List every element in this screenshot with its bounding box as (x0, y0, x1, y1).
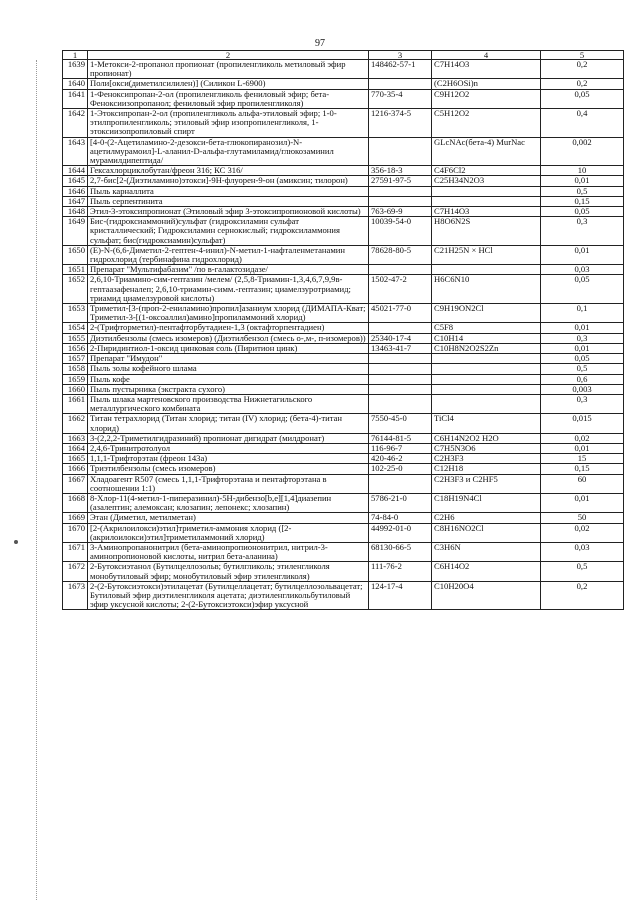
substance-name-cell: 2-Бутоксиэтанол (Бутилцеллозольв; бутилгликоль; этиленгликоля монобутиловый эфир; монобутиловый эфир этиленгликоля) (88, 562, 369, 581)
formula-cell: C12H18 (432, 464, 541, 474)
limit-value-cell: 0,01 (541, 443, 624, 453)
row-number-cell: 1650 (63, 245, 88, 264)
formula-cell: C6H14O2 (432, 562, 541, 581)
formula-cell: C7H14O3 (432, 207, 541, 217)
row-number-cell: 1661 (63, 394, 88, 413)
limit-value-cell: 0,1 (541, 304, 624, 323)
substance-name-cell: 2-(2-Бутоксиэтокси)этилацетат (Бутилцеллацетат; бутилцеллозольвацетат; Бутиловый эфир диэтиленгликоля ацетата; диэтиленгликольбутиловый эфир уксусной кислоты; 2-(2-Бутоксиэтокси)эфир уксусной (88, 581, 369, 610)
row-number-cell: 1641 (63, 89, 88, 108)
row-number-cell: 1644 (63, 166, 88, 176)
substance-name-cell: 1-Этоксипропан-2-ол (пропиленгликоль альфа-этиловый эфир; 1-0-этилпропиленгликоль; этиловый эфир изопропиленгликоля, 1-этоксиизопропиловый спирт (88, 109, 369, 138)
substance-name-cell: Бис-(гидроксиаммоний)сульфат (гидроксиламин сульфат кристаллический; Гидроксиламин сернокислый; гидроксиламмония сульфат; бис(гидроксиамин)сульфат) (88, 217, 369, 246)
table-row (63, 186, 624, 196)
limit-value-cell: 50 (541, 513, 624, 523)
formula-cell (432, 354, 541, 364)
table-row (63, 89, 624, 108)
table-row (63, 364, 624, 374)
formula-cell: C7H5N3O6 (432, 443, 541, 453)
cas-number-cell: 74-84-0 (369, 513, 432, 523)
row-number-cell: 1643 (63, 137, 88, 166)
substance-name-cell: Поли[окси(диметилсилилен)] (Силикон L-6900) (88, 79, 369, 89)
table-row (63, 245, 624, 264)
formula-cell: TiCl4 (432, 414, 541, 433)
limit-value-cell: 0,15 (541, 196, 624, 206)
cas-number-cell: 1216-374-5 (369, 109, 432, 138)
formula-cell (432, 394, 541, 413)
hygiene-standards-table (62, 50, 624, 610)
table-row (63, 109, 624, 138)
cas-number-cell: 116-96-7 (369, 443, 432, 453)
substance-name-cell: 2-Пиридинтиол-1-оксид цинковая соль (Пиритион цинк) (88, 343, 369, 353)
binding-hole-mark (14, 540, 18, 544)
table-row (63, 265, 624, 275)
substance-name-cell: 3-(2,2,2-Триметилгидразиний) пропионат дигидрат (милдронат) (88, 433, 369, 443)
cas-number-cell: 76144-81-5 (369, 433, 432, 443)
cas-number-cell (369, 265, 432, 275)
limit-value-cell: 0,5 (541, 364, 624, 374)
cas-number-cell: 102-25-0 (369, 464, 432, 474)
table-row (63, 137, 624, 166)
limit-value-cell: 0,5 (541, 186, 624, 196)
limit-value-cell: 15 (541, 454, 624, 464)
row-number-cell: 1653 (63, 304, 88, 323)
table-row (63, 207, 624, 217)
limit-value-cell: 0,05 (541, 89, 624, 108)
row-number-cell: 1646 (63, 186, 88, 196)
cas-number-cell (369, 474, 432, 493)
substance-name-cell: 1-Феноксипропан-2-ол (пропиленгликоль фениловый эфир; бета-Феноксиизопропанол; фениловый эфир пропиленгликоля) (88, 89, 369, 108)
limit-value-cell: 0,5 (541, 562, 624, 581)
table-row (63, 513, 624, 523)
table-row (63, 275, 624, 304)
table-row (63, 354, 624, 364)
table-row (63, 542, 624, 561)
cas-number-cell: 25340-17-4 (369, 333, 432, 343)
formula-cell: H6C6N10 (432, 275, 541, 304)
row-number-cell: 1649 (63, 217, 88, 246)
cas-number-cell (369, 394, 432, 413)
cas-number-cell: 78628-80-5 (369, 245, 432, 264)
formula-cell (432, 186, 541, 196)
substance-name-cell: 1-Метокси-2-пропанол пропионат (пропиленгликоль метиловый эфир пропионат) (88, 60, 369, 79)
table-row (63, 166, 624, 176)
row-number-cell: 1673 (63, 581, 88, 610)
formula-cell (432, 374, 541, 384)
substance-name-cell: Пыль шлака мартеновского производства Нижнетагильского металлургического комбината (88, 394, 369, 413)
limit-value-cell: 0,15 (541, 464, 624, 474)
limit-value-cell: 0,002 (541, 137, 624, 166)
table-row (63, 493, 624, 512)
substance-name-cell: Диэтилбензолы (смесь изомеров) (Диэтилбензол (смесь о-,м-, п-изомеров)) (88, 333, 369, 343)
substance-name-cell: 1,1,1-Трифторэтан (фреон 143а) (88, 454, 369, 464)
formula-cell (432, 265, 541, 275)
row-number-cell: 1639 (63, 60, 88, 79)
limit-value-cell: 60 (541, 474, 624, 493)
cas-number-cell (369, 384, 432, 394)
limit-value-cell: 10 (541, 166, 624, 176)
column-header: 1 (63, 51, 88, 60)
limit-value-cell: 0,3 (541, 333, 624, 343)
cas-number-cell: 763-69-9 (369, 207, 432, 217)
row-number-cell: 1670 (63, 523, 88, 542)
table-row (63, 443, 624, 453)
column-header: 5 (541, 51, 624, 60)
table-body (63, 60, 624, 610)
substance-name-cell: Титан тетрахлорид (Титан хлорид; титан (IV) хлорид; (бета-4)-титан хлорид) (88, 414, 369, 433)
table-row (63, 176, 624, 186)
substance-name-cell: 2,6,10-Триамино-сим-гептазин /мелем/ (2,5,8-Триамин-1,3,4,6,7,9,9в-гептаазафеналеп; 2,6,10-триамин-симм.-гептазин; циамелзуротриамид; триамид циамелзуровой кислоты) (88, 275, 369, 304)
substance-name-cell: Триэтилбензолы (смесь изомеров) (88, 464, 369, 474)
formula-cell: C10H20O4 (432, 581, 541, 610)
limit-value-cell: 0,01 (541, 176, 624, 186)
table-row (63, 474, 624, 493)
row-number-cell: 1664 (63, 443, 88, 453)
cas-number-cell: 148462-57-1 (369, 60, 432, 79)
substance-name-cell: Пыль карналлита (88, 186, 369, 196)
row-number-cell: 1655 (63, 333, 88, 343)
row-number-cell: 1658 (63, 364, 88, 374)
cas-number-cell: 356-18-3 (369, 166, 432, 176)
row-number-cell: 1671 (63, 542, 88, 561)
table-row (63, 196, 624, 206)
page-number: 97 (315, 38, 325, 49)
row-number-cell: 1640 (63, 79, 88, 89)
formula-cell: C2H3F3 и C2HF5 (432, 474, 541, 493)
limit-value-cell: 0,015 (541, 414, 624, 433)
cas-number-cell (369, 354, 432, 364)
cas-number-cell: 68130-66-5 (369, 542, 432, 561)
formula-cell: C10H14 (432, 333, 541, 343)
document-table-container (62, 50, 598, 610)
margin-guide-line (36, 60, 37, 900)
limit-value-cell: 0,3 (541, 394, 624, 413)
substance-name-cell: Препарат "Мультифабазим" /по в-галактозидазе/ (88, 265, 369, 275)
substance-name-cell: Этил-3-этоксипропионат (Этиловый эфир 3-этоксипропионовой кислоты) (88, 207, 369, 217)
formula-cell: C9H19ON2Cl (432, 304, 541, 323)
formula-cell: C2H3F3 (432, 454, 541, 464)
limit-value-cell: 0,4 (541, 109, 624, 138)
table-row (63, 333, 624, 343)
formula-cell: (C2H6OSi)n (432, 79, 541, 89)
row-number-cell: 1645 (63, 176, 88, 186)
limit-value-cell: 0,05 (541, 354, 624, 364)
table-row (63, 394, 624, 413)
table-row (63, 217, 624, 246)
formula-cell: C5F8 (432, 323, 541, 333)
row-number-cell: 1660 (63, 384, 88, 394)
row-number-cell: 1665 (63, 454, 88, 464)
limit-value-cell: 0,2 (541, 581, 624, 610)
row-number-cell: 1652 (63, 275, 88, 304)
substance-name-cell: 8-Хлор-11(4-метил-1-пиперазинил)-5Н-дибензо[b,e][1,4]диазепин (азалептин; алемоксан; клозапин; лепонекс; хлозапин) (88, 493, 369, 512)
table-row (63, 464, 624, 474)
substance-name-cell: Этан (Диметил, метилметан) (88, 513, 369, 523)
limit-value-cell: 0,01 (541, 323, 624, 333)
cas-number-cell (369, 196, 432, 206)
limit-value-cell: 0,2 (541, 79, 624, 89)
substance-name-cell: 2-(Трифторметил)-пентафторбутадиен-1,3 (октафторпентадиен) (88, 323, 369, 333)
column-header: 2 (88, 51, 369, 60)
row-number-cell: 1647 (63, 196, 88, 206)
cas-number-cell (369, 137, 432, 166)
formula-cell: C18H19N4Cl (432, 493, 541, 512)
limit-value-cell: 0,03 (541, 542, 624, 561)
table-row (63, 79, 624, 89)
substance-name-cell: Препарат "Имудон" (88, 354, 369, 364)
table-header-row (63, 51, 624, 60)
table-row (63, 60, 624, 79)
formula-cell: C9H12O2 (432, 89, 541, 108)
substance-name-cell: Пыль пустырника (экстракта сухого) (88, 384, 369, 394)
substance-name-cell: Хладоагент R507 (смесь 1,1,1-Трифторэтана и пентафторэтана в соотношении 1:1) (88, 474, 369, 493)
table-row (63, 433, 624, 443)
formula-cell: C5H12O2 (432, 109, 541, 138)
substance-name-cell: Пыль золы кофейного шлама (88, 364, 369, 374)
formula-cell: C8H16NO2Cl (432, 523, 541, 542)
row-number-cell: 1654 (63, 323, 88, 333)
limit-value-cell: 0,01 (541, 245, 624, 264)
table-row (63, 323, 624, 333)
row-number-cell: 1662 (63, 414, 88, 433)
limit-value-cell: 0,6 (541, 374, 624, 384)
row-number-cell: 1642 (63, 109, 88, 138)
cas-number-cell: 13463-41-7 (369, 343, 432, 353)
limit-value-cell: 0,2 (541, 60, 624, 79)
table-row (63, 384, 624, 394)
table-row (63, 562, 624, 581)
limit-value-cell: 0,01 (541, 343, 624, 353)
row-number-cell: 1648 (63, 207, 88, 217)
limit-value-cell: 0,02 (541, 433, 624, 443)
cas-number-cell: 111-76-2 (369, 562, 432, 581)
column-header: 4 (432, 51, 541, 60)
column-header: 3 (369, 51, 432, 60)
cas-number-cell: 45021-77-0 (369, 304, 432, 323)
formula-cell: C25H34N2O3 (432, 176, 541, 186)
formula-cell (432, 384, 541, 394)
cas-number-cell (369, 79, 432, 89)
table-row (63, 581, 624, 610)
limit-value-cell: 0,03 (541, 265, 624, 275)
row-number-cell: 1672 (63, 562, 88, 581)
row-number-cell: 1657 (63, 354, 88, 364)
substance-name-cell: (E)-N-(6,6-Диметил-2-гептен-4-инил)-N-метил-1-нафталенметанамин гидрохлорид (тербинафина гидрохлорид) (88, 245, 369, 264)
cas-number-cell: 10039-54-0 (369, 217, 432, 246)
row-number-cell: 1669 (63, 513, 88, 523)
formula-cell: C2H6 (432, 513, 541, 523)
cas-number-cell: 27591-97-5 (369, 176, 432, 186)
substance-name-cell: 2,7-бис[2-(Диэтиламино)этокси]-9Н-флуорен-9-он (амиксин; тилорон) (88, 176, 369, 186)
formula-cell: C21H25N × HCl (432, 245, 541, 264)
row-number-cell: 1659 (63, 374, 88, 384)
table-row (63, 343, 624, 353)
row-number-cell: 1656 (63, 343, 88, 353)
substance-name-cell: [4-0-(2-Ацетиламино-2-дезокси-бета-глюкопиранозил)-N-ацетилмурамоил]-L-аланил-D-альфа-глутамиламид/глюкозаминил мурамилдипептида/ (88, 137, 369, 166)
substance-name-cell: [2-(Акрилоилокси)этил]триметил-аммония хлорид ([2-(акрилоилокси)этил]триметиламмоний хлорид) (88, 523, 369, 542)
formula-cell: H8O6N2S (432, 217, 541, 246)
formula-cell: GLcNAc(бета-4) MurNac (432, 137, 541, 166)
substance-name-cell: 2,4,6-Тринитротолуол (88, 443, 369, 453)
substance-name-cell: Пыль кофе (88, 374, 369, 384)
cas-number-cell (369, 374, 432, 384)
limit-value-cell: 0,01 (541, 493, 624, 512)
cas-number-cell: 44992-01-0 (369, 523, 432, 542)
cas-number-cell: 7550-45-0 (369, 414, 432, 433)
formula-cell: C10H8N2O2S2Zn (432, 343, 541, 353)
table-row (63, 523, 624, 542)
limit-value-cell: 0,05 (541, 207, 624, 217)
cas-number-cell: 124-17-4 (369, 581, 432, 610)
row-number-cell: 1651 (63, 265, 88, 275)
cas-number-cell (369, 186, 432, 196)
table-row (63, 414, 624, 433)
limit-value-cell: 0,05 (541, 275, 624, 304)
substance-name-cell: 3-Аминопропанонитрил (бета-аминопропиононитрил, нитрил-3-аминопропионовой кислоты, нитрил бета-аланина) (88, 542, 369, 561)
substance-name-cell: Триметил-[3-(проп-2-ениламино)пропил]азаниум хлорид (ДИМАПА-Кват; Триметил-3-[(1-оксоаллил)амино]пропиламмоний хлорид) (88, 304, 369, 323)
cas-number-cell: 770-35-4 (369, 89, 432, 108)
formula-cell: C7H14O3 (432, 60, 541, 79)
table-row (63, 374, 624, 384)
formula-cell: C4F6Cl2 (432, 166, 541, 176)
row-number-cell: 1668 (63, 493, 88, 512)
table-row (63, 454, 624, 464)
row-number-cell: 1667 (63, 474, 88, 493)
row-number-cell: 1663 (63, 433, 88, 443)
formula-cell (432, 364, 541, 374)
row-number-cell: 1666 (63, 464, 88, 474)
formula-cell (432, 196, 541, 206)
table-row (63, 304, 624, 323)
limit-value-cell: 0,02 (541, 523, 624, 542)
cas-number-cell (369, 364, 432, 374)
limit-value-cell: 0,3 (541, 217, 624, 246)
formula-cell: C6H14N2O2 H2O (432, 433, 541, 443)
cas-number-cell: 420-46-2 (369, 454, 432, 464)
substance-name-cell: Гексахлорциклобутан/фреон 316; КС 316/ (88, 166, 369, 176)
formula-cell: C3H6N (432, 542, 541, 561)
cas-number-cell (369, 323, 432, 333)
limit-value-cell: 0,003 (541, 384, 624, 394)
cas-number-cell: 1502-47-2 (369, 275, 432, 304)
substance-name-cell: Пыль серпентинита (88, 196, 369, 206)
cas-number-cell: 5786-21-0 (369, 493, 432, 512)
